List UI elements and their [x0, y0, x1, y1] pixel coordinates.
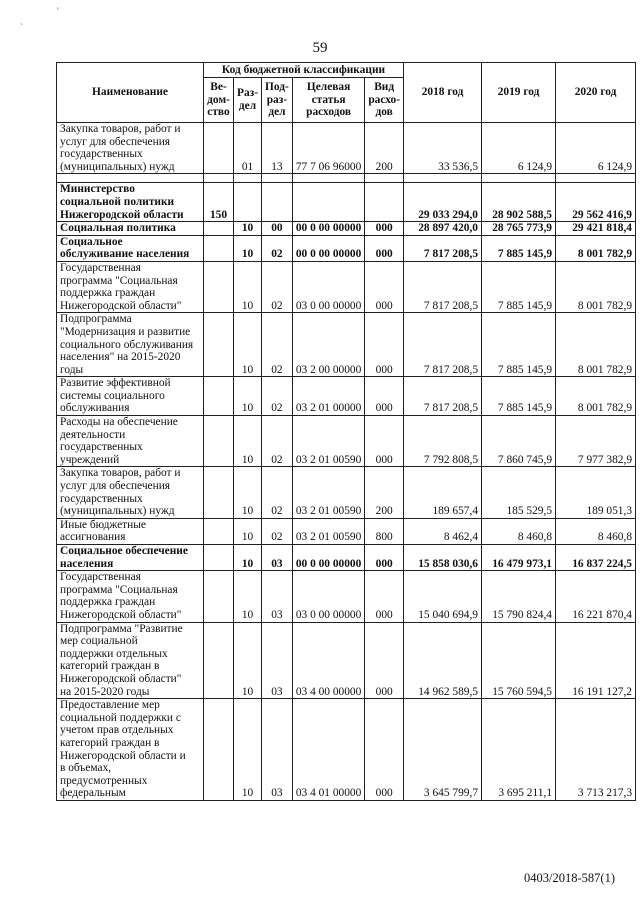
cell-csr: 00 0 00 00000	[292, 235, 365, 261]
cell-2018: 28 897 420,0	[404, 222, 482, 236]
header-2019: 2019 год	[482, 63, 556, 123]
cell-2018: 29 033 294,0	[404, 183, 482, 222]
cell-vr: 000	[365, 377, 404, 416]
cell-vr: 000	[365, 622, 404, 699]
cell-razdel: 10	[234, 467, 262, 518]
cell-csr	[292, 183, 365, 222]
cell-2018: 7 817 208,5	[404, 313, 482, 377]
table-row	[57, 622, 636, 699]
cell-razdel: 10	[234, 699, 262, 801]
cell-2020: 8 460,8	[556, 518, 636, 544]
cell-vr	[365, 174, 404, 183]
cell-razdel: 01	[234, 123, 262, 174]
table-row	[57, 222, 636, 236]
cell-vr: 000	[365, 222, 404, 236]
cell-2019: 7 885 145,9	[482, 313, 556, 377]
cell-podrazdel	[262, 183, 293, 222]
cell-2020: 16 191 127,2	[556, 622, 636, 699]
cell-2019: 15 790 824,4	[482, 571, 556, 622]
cell-podrazdel: 02	[262, 313, 293, 377]
cell-csr: 03 4 01 00000	[292, 699, 365, 801]
cell-podrazdel: 03	[262, 571, 293, 622]
cell-csr: 77 7 06 96000	[292, 123, 365, 174]
cell-2018: 33 536,5	[404, 123, 482, 174]
cell-name: Закупка товаров, работ и услуг для обеспечения государственных (муниципальных) нужд	[57, 123, 204, 174]
table-row	[57, 123, 636, 174]
cell-vr: 000	[365, 261, 404, 312]
cell-ved	[204, 545, 234, 571]
cell-2020: 8 001 782,9	[556, 261, 636, 312]
cell-2018: 8 462,4	[404, 518, 482, 544]
cell-podrazdel	[262, 174, 293, 183]
cell-ved	[204, 377, 234, 416]
cell-2018: 15 858 030,6	[404, 545, 482, 571]
header-podrazdel: Под- раз- дел	[262, 78, 293, 123]
cell-podrazdel: 02	[262, 518, 293, 544]
header-2020: 2020 год	[556, 63, 636, 123]
cell-razdel: 10	[234, 518, 262, 544]
cell-podrazdel: 00	[262, 222, 293, 236]
cell-2018: 14 962 589,5	[404, 622, 482, 699]
cell-2019: 7 860 745,9	[482, 416, 556, 467]
cell-2020: 6 124,9	[556, 123, 636, 174]
cell-ved	[204, 416, 234, 467]
cell-podrazdel: 02	[262, 416, 293, 467]
cell-name: Социальное обеспечение населения	[57, 545, 204, 571]
cell-vr: 000	[365, 571, 404, 622]
cell-ved	[204, 123, 234, 174]
cell-name: Предоставление мер социальной поддержки с учетом прав отдельных категорий граждан в Нижегородской области и в объемах, предусмотренных федеральным	[57, 699, 204, 801]
cell-name: Государственная программа "Социальная поддержка граждан Нижегородской области"	[57, 261, 204, 312]
cell-2018: 7 817 208,5	[404, 261, 482, 312]
budget-body	[57, 123, 636, 801]
cell-razdel: 10	[234, 377, 262, 416]
cell-2020: 29 421 818,4	[556, 222, 636, 236]
table-row	[57, 235, 636, 261]
cell-2020	[556, 174, 636, 183]
scan-mark-2: `	[20, 22, 23, 32]
cell-vr: 000	[365, 545, 404, 571]
cell-ved	[204, 174, 234, 183]
page-number: 59	[312, 40, 328, 56]
cell-razdel: 10	[234, 261, 262, 312]
cell-vr	[365, 183, 404, 222]
cell-name	[57, 174, 204, 183]
cell-2020: 16 221 870,4	[556, 571, 636, 622]
header-name: Наименование	[57, 63, 204, 123]
table-row	[57, 545, 636, 571]
document-code: 0403/2018-587(1)	[524, 871, 615, 885]
cell-vr: 000	[365, 416, 404, 467]
cell-csr: 03 0 00 00000	[292, 261, 365, 312]
cell-2018: 7 792 808,5	[404, 416, 482, 467]
cell-vr: 200	[365, 123, 404, 174]
cell-podrazdel: 02	[262, 235, 293, 261]
cell-ved	[204, 518, 234, 544]
table-row	[57, 377, 636, 416]
cell-ved	[204, 699, 234, 801]
table-row	[57, 571, 636, 622]
cell-csr	[292, 174, 365, 183]
cell-razdel: 10	[234, 571, 262, 622]
cell-vr: 200	[365, 467, 404, 518]
cell-csr: 03 0 00 00000	[292, 571, 365, 622]
table-row	[57, 467, 636, 518]
cell-2019: 28 902 588,5	[482, 183, 556, 222]
cell-name: Подпрограмма "Модернизация и развитие социального обслуживания населения" на 2015-2020 годы	[57, 313, 204, 377]
cell-name: Социальное обслуживание населения	[57, 235, 204, 261]
cell-podrazdel: 03	[262, 545, 293, 571]
cell-2020: 7 977 382,9	[556, 416, 636, 467]
header-code-group: Код бюджетной классификации	[204, 63, 404, 78]
cell-razdel: 10	[234, 313, 262, 377]
cell-name: Социальная политика	[57, 222, 204, 236]
cell-name: Государственная программа "Социальная поддержка граждан Нижегородской области"	[57, 571, 204, 622]
cell-2019: 6 124,9	[482, 123, 556, 174]
cell-2019: 185 529,5	[482, 467, 556, 518]
table-row	[57, 261, 636, 312]
cell-2020: 3 713 217,3	[556, 699, 636, 801]
cell-razdel: 10	[234, 222, 262, 236]
cell-ved	[204, 261, 234, 312]
cell-2020: 8 001 782,9	[556, 235, 636, 261]
cell-vr: 000	[365, 313, 404, 377]
cell-2018: 7 817 208,5	[404, 377, 482, 416]
cell-2019: 7 885 145,9	[482, 261, 556, 312]
cell-ved	[204, 222, 234, 236]
table-row	[57, 699, 636, 801]
cell-2018	[404, 174, 482, 183]
cell-csr: 03 4 00 00000	[292, 622, 365, 699]
cell-2019: 15 760 594,5	[482, 622, 556, 699]
cell-razdel: 10	[234, 622, 262, 699]
cell-2019: 16 479 973,1	[482, 545, 556, 571]
cell-ved	[204, 622, 234, 699]
cell-podrazdel: 02	[262, 377, 293, 416]
cell-2018: 15 040 694,9	[404, 571, 482, 622]
cell-csr: 03 2 01 00590	[292, 518, 365, 544]
header-csr: Целевая статья расходов	[292, 78, 365, 123]
cell-2020: 8 001 782,9	[556, 313, 636, 377]
budget-table	[56, 62, 636, 801]
cell-razdel	[234, 183, 262, 222]
table-row	[57, 313, 636, 377]
cell-name: Министерство социальной политики Нижегородской области	[57, 183, 204, 222]
cell-csr: 00 0 00 00000	[292, 222, 365, 236]
cell-2020: 29 562 416,9	[556, 183, 636, 222]
cell-2019	[482, 174, 556, 183]
scan-mark-1: '	[57, 6, 59, 16]
cell-csr: 03 2 00 00000	[292, 313, 365, 377]
cell-csr: 03 2 01 00590	[292, 416, 365, 467]
cell-vr: 000	[365, 699, 404, 801]
header-razdel: Раз- дел	[234, 78, 262, 123]
cell-podrazdel: 13	[262, 123, 293, 174]
table-row	[57, 183, 636, 222]
cell-name: Развитие эффективной системы социального обслуживания	[57, 377, 204, 416]
cell-2020: 16 837 224,5	[556, 545, 636, 571]
cell-2019: 28 765 773,9	[482, 222, 556, 236]
table-row	[57, 416, 636, 467]
cell-podrazdel: 03	[262, 699, 293, 801]
header-vr: Вид расхо- дов	[365, 78, 404, 123]
cell-name: Подпрограмма "Развитие мер социальной поддержки отдельных категорий граждан в Нижегородской области" на 2015-2020 годы	[57, 622, 204, 699]
cell-ved	[204, 467, 234, 518]
cell-podrazdel: 02	[262, 467, 293, 518]
cell-name: Расходы на обеспечение деятельности государственных учреждений	[57, 416, 204, 467]
header-2018: 2018 год	[404, 63, 482, 123]
cell-razdel: 10	[234, 416, 262, 467]
cell-podrazdel: 02	[262, 261, 293, 312]
cell-2018: 7 817 208,5	[404, 235, 482, 261]
cell-2018: 189 657,4	[404, 467, 482, 518]
cell-ved	[204, 313, 234, 377]
cell-vr: 000	[365, 235, 404, 261]
header-ved: Ве- дом- ство	[204, 78, 234, 123]
cell-2018: 3 645 799,7	[404, 699, 482, 801]
cell-2020: 8 001 782,9	[556, 377, 636, 416]
table-row	[57, 518, 636, 544]
cell-2019: 7 885 145,9	[482, 235, 556, 261]
cell-name: Иные бюджетные ассигнования	[57, 518, 204, 544]
cell-razdel: 10	[234, 545, 262, 571]
cell-csr: 03 2 01 00590	[292, 467, 365, 518]
cell-ved: 150	[204, 183, 234, 222]
cell-ved	[204, 571, 234, 622]
cell-razdel	[234, 174, 262, 183]
cell-2019: 3 695 211,1	[482, 699, 556, 801]
cell-vr: 800	[365, 518, 404, 544]
cell-ved	[204, 235, 234, 261]
cell-2019: 8 460,8	[482, 518, 556, 544]
table-row	[57, 174, 636, 183]
cell-name: Закупка товаров, работ и услуг для обеспечения государственных (муниципальных) нужд	[57, 467, 204, 518]
cell-2020: 189 051,3	[556, 467, 636, 518]
cell-podrazdel: 03	[262, 622, 293, 699]
cell-2019: 7 885 145,9	[482, 377, 556, 416]
cell-csr: 00 0 00 00000	[292, 545, 365, 571]
cell-razdel: 10	[234, 235, 262, 261]
cell-csr: 03 2 01 00000	[292, 377, 365, 416]
